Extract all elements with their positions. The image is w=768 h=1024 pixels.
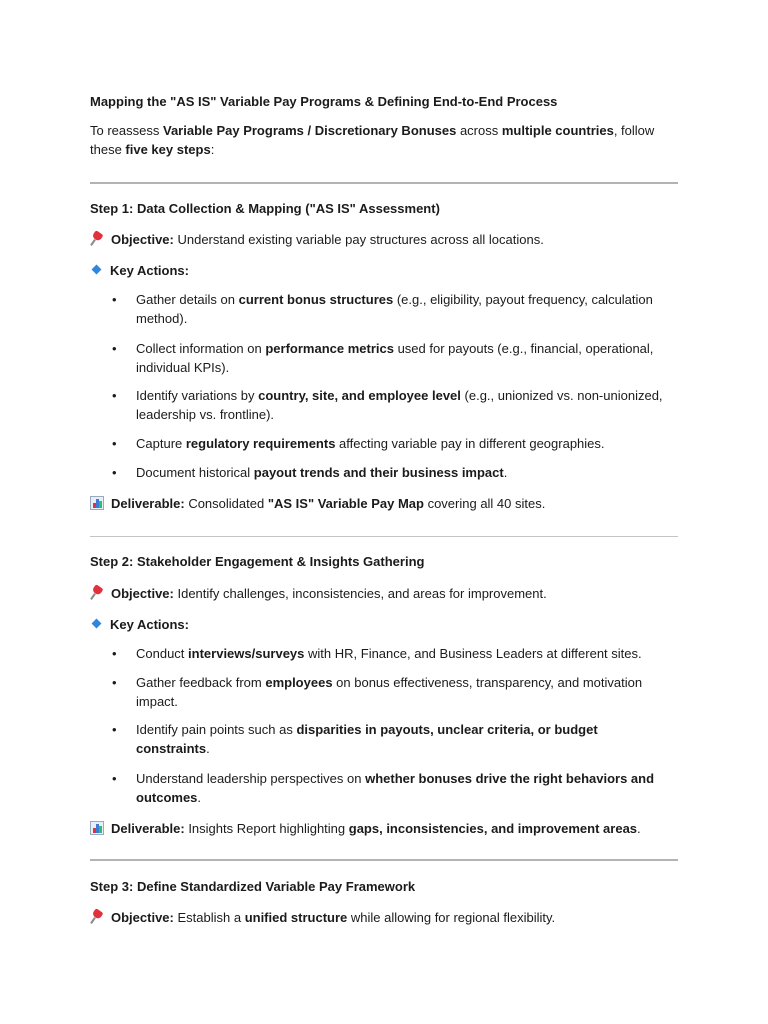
list-item: Collect information on performance metrics used for payouts (e.g., financial, operational, individual KPIs). bbox=[136, 341, 654, 375]
blue-diamond-icon bbox=[92, 619, 102, 629]
intro-line-1: To reassess Variable Pay Programs / Discretionary Bonuses across multiple countries, follow bbox=[90, 123, 655, 138]
pushpin-icon bbox=[90, 232, 104, 246]
step-1-key-actions: Key Actions: bbox=[90, 261, 189, 280]
bullet-icon: • bbox=[112, 675, 117, 690]
list-item: Gather feedback from employees on bonus effectiveness, transparency, and motivation impact. bbox=[136, 675, 643, 709]
bar-chart-icon bbox=[90, 821, 104, 835]
step-2-deliverable: Deliverable: Insights Report highlighting gaps, inconsistencies, and improvement areas. bbox=[90, 819, 641, 838]
bullet-icon: • bbox=[112, 292, 117, 307]
document-title: Mapping the "AS IS" Variable Pay Programs & Defining End-to-End Process bbox=[90, 94, 558, 109]
step-2-heading: Step 2: Stakeholder Engagement & Insights Gathering bbox=[90, 554, 425, 569]
list-item: Conduct interviews/surveys with HR, Finance, and Business Leaders at different sites. bbox=[136, 646, 642, 661]
bullet-icon: • bbox=[112, 771, 117, 786]
step-1-deliverable: Deliverable: Consolidated "AS IS" Variable Pay Map covering all 40 sites. bbox=[90, 494, 545, 513]
blue-diamond-icon bbox=[92, 265, 102, 275]
step-1-heading: Step 1: Data Collection & Mapping ("AS IS" Assessment) bbox=[90, 201, 440, 216]
step-3-objective: Objective: Establish a unified structure while allowing for regional flexibility. bbox=[90, 908, 555, 927]
bullet-icon: • bbox=[112, 388, 117, 403]
step-3-heading: Step 3: Define Standardized Variable Pay Framework bbox=[90, 879, 416, 894]
bar-chart-icon bbox=[90, 496, 104, 510]
section-divider bbox=[90, 182, 678, 184]
section-divider bbox=[90, 859, 678, 861]
list-item: Document historical payout trends and their business impact. bbox=[136, 465, 508, 480]
pushpin-icon bbox=[90, 910, 104, 924]
intro-line-2: these five key steps: bbox=[90, 142, 215, 157]
list-item: Understand leadership perspectives on whether bonuses drive the right behaviors and outcomes. bbox=[136, 771, 655, 805]
step-2-key-actions: Key Actions: bbox=[90, 615, 189, 634]
bullet-icon: • bbox=[112, 722, 117, 737]
bullet-icon: • bbox=[112, 646, 117, 661]
pushpin-icon bbox=[90, 586, 104, 600]
bullet-icon: • bbox=[112, 341, 117, 356]
list-item: Gather details on current bonus structures (e.g., eligibility, payout frequency, calculation method). bbox=[136, 292, 653, 326]
bullet-icon: • bbox=[112, 465, 117, 480]
section-divider bbox=[90, 536, 678, 537]
bullet-icon: • bbox=[112, 436, 117, 451]
list-item: Identify pain points such as disparities in payouts, unclear criteria, or budget constraints. bbox=[136, 722, 598, 756]
step-2-objective: Objective: Identify challenges, inconsistencies, and areas for improvement. bbox=[90, 584, 547, 603]
list-item: Identify variations by country, site, and employee level (e.g., unionized vs. non-unionized, leadership vs. frontline). bbox=[136, 388, 663, 422]
list-item: Capture regulatory requirements affecting variable pay in different geographies. bbox=[136, 436, 605, 451]
step-1-objective: Objective: Understand existing variable pay structures across all locations. bbox=[90, 230, 544, 249]
